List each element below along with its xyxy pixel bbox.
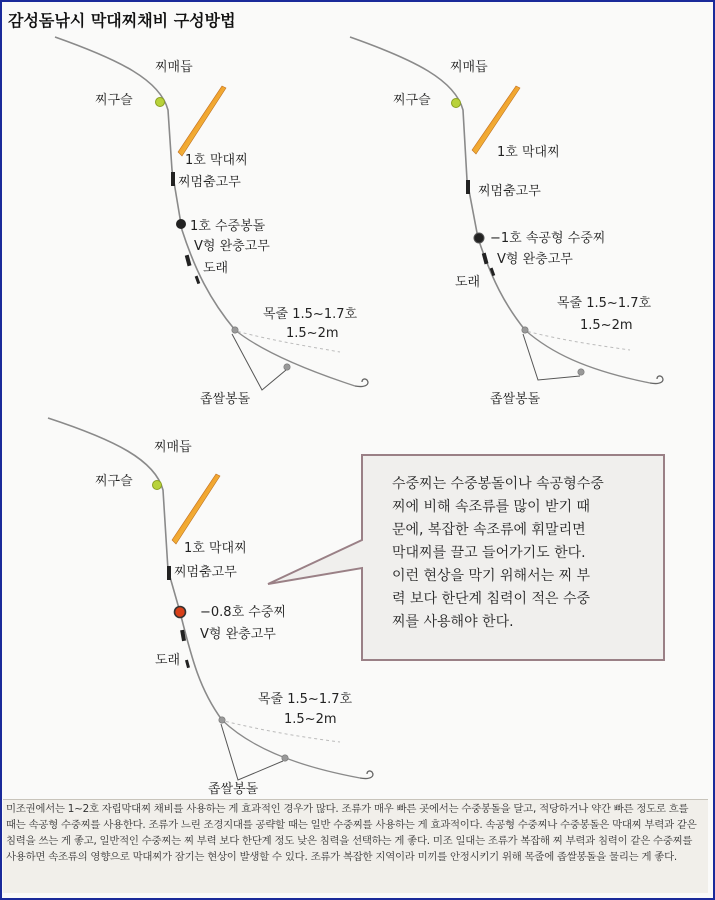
bead-icon — [156, 98, 165, 107]
label-v-cushion: V형 완충고무 — [194, 239, 270, 254]
stick-float-icon — [178, 86, 226, 156]
callout-line: 문에, 복잡한 속조류에 휘말리면 — [392, 522, 586, 538]
callout-line: 이런 현상을 막기 위해서는 찌 부 — [392, 568, 591, 584]
bead-icon — [153, 481, 162, 490]
label-stopper: 찌멈춤고무 — [174, 565, 237, 580]
split-shot-icon — [578, 369, 584, 375]
label-tip: 찌매듭 — [450, 60, 488, 75]
diagram-title: 감성돔낚시 막대찌채비 구성방법 — [8, 11, 236, 30]
leader-line — [525, 330, 650, 383]
label-split-shot: 좁쌀봉돌 — [490, 392, 541, 407]
leader-line — [222, 720, 360, 778]
split-shot-icon — [284, 364, 290, 370]
label-sinker: 1호 수중봉돌 — [190, 219, 266, 234]
label-bead: 찌구슬 — [393, 93, 431, 108]
label-bead: 찌구슬 — [95, 93, 133, 108]
label-tip: 찌매듭 — [155, 60, 193, 75]
swivel-icon — [195, 276, 201, 285]
callout-line: 막대찌를 끌고 들어가기도 한다. — [392, 545, 586, 561]
label-leader: 목줄 1.5~1.7호 — [258, 692, 353, 707]
label-bead: 찌구슬 — [95, 474, 133, 489]
label-pointer — [232, 334, 286, 390]
label-float: 1호 막대찌 — [185, 153, 248, 168]
stick-float-icon — [172, 474, 220, 544]
caption-text: 미조권에서는 1~2호 자립막대찌 채비를 사용하는 게 효과적인 경우가 많다. 조류가 매우 빠른 곳에서는 수중봉돌을 달고, 적당하거나 약간 빠른 정도로 흐를 때는 속공형 수중찌를 사용한다. 조류가 느린 조경지대를 공략할 때는 일반 수중찌를 사용하는 게 효과적이다. 속공형 수중찌나 수중봉돌은 막대찌 부력과 같은 침력을 쓰는 게 좋고, 일반적인 수중찌는 찌 부력 보다 한단계 정도 낮은 침력을 선택하는 게 좋다. 미조 일대는 조류가 복잡해 찌 부력과 침력이 같은 수중찌를 사용하면 속조류의 영향으로 막대찌가 잠기는 현상이 발생할 수 있다. 조류가 복잡한 지역이라 미끼를 안정시키기 위해 목줄에 좁쌀봉돌을 물리는 게 좋다. — [3, 799, 708, 893]
rig-3 — [48, 418, 373, 797]
hook-icon — [355, 379, 368, 387]
callout-line: 력 보다 한단계 침력이 적은 수중 — [392, 591, 591, 607]
split-shot-icon — [219, 717, 225, 723]
label-float: 1호 막대찌 — [497, 145, 560, 160]
bead-icon — [452, 99, 461, 108]
sinker-icon — [175, 607, 186, 618]
v-cushion-icon — [185, 255, 192, 267]
label-v-cushion: V형 완충고무 — [200, 627, 276, 642]
label-v-cushion: V형 완충고무 — [497, 252, 573, 267]
stick-float-icon — [472, 86, 520, 154]
label-leader-length: 1.5~2m — [284, 712, 337, 727]
label-leader: 목줄 1.5~1.7호 — [263, 307, 358, 322]
callout-box — [268, 455, 664, 660]
label-swivel: 도래 — [203, 261, 229, 276]
split-shot-icon — [282, 755, 288, 761]
split-shot-icon — [232, 327, 238, 333]
rig-1 — [55, 37, 368, 407]
sinker-icon — [474, 233, 484, 243]
label-pointer — [221, 724, 283, 780]
callout-line: 찌를 사용해야 한다. — [392, 614, 514, 630]
label-leader: 목줄 1.5~1.7호 — [557, 296, 652, 311]
label-stopper: 찌멈춤고무 — [178, 175, 241, 190]
label-leader-length: 1.5~2m — [580, 318, 633, 333]
label-tip: 찌매듭 — [154, 440, 192, 455]
label-float: 1호 막대찌 — [184, 541, 247, 556]
split-shot-icon — [522, 327, 528, 333]
hook-icon — [360, 771, 373, 779]
hook-icon — [650, 376, 663, 384]
label-leader-length: 1.5~2m — [286, 326, 339, 341]
label-split-shot: 좁쌀봉돌 — [200, 392, 251, 407]
swivel-icon — [185, 660, 190, 669]
label-sinker: −0.8호 수중찌 — [200, 605, 286, 620]
label-swivel: 도래 — [455, 275, 481, 290]
stopper-icon — [167, 566, 171, 580]
label-split-shot: 좁쌀봉돌 — [208, 782, 259, 797]
v-cushion-icon — [482, 253, 489, 265]
label-sinker: −1호 속공형 수중찌 — [490, 231, 606, 246]
stopper-icon — [171, 172, 175, 186]
rig-2 — [350, 37, 663, 407]
label-stopper: 찌멈춤고무 — [478, 184, 541, 199]
callout-line: 찌에 비해 속조류를 많이 받기 때 — [392, 499, 591, 515]
stopper-icon — [466, 180, 470, 194]
label-swivel: 도래 — [155, 653, 181, 668]
callout-line: 수중찌는 수중봉돌이나 속공형수중 — [392, 476, 604, 492]
sinker-icon — [176, 219, 186, 229]
